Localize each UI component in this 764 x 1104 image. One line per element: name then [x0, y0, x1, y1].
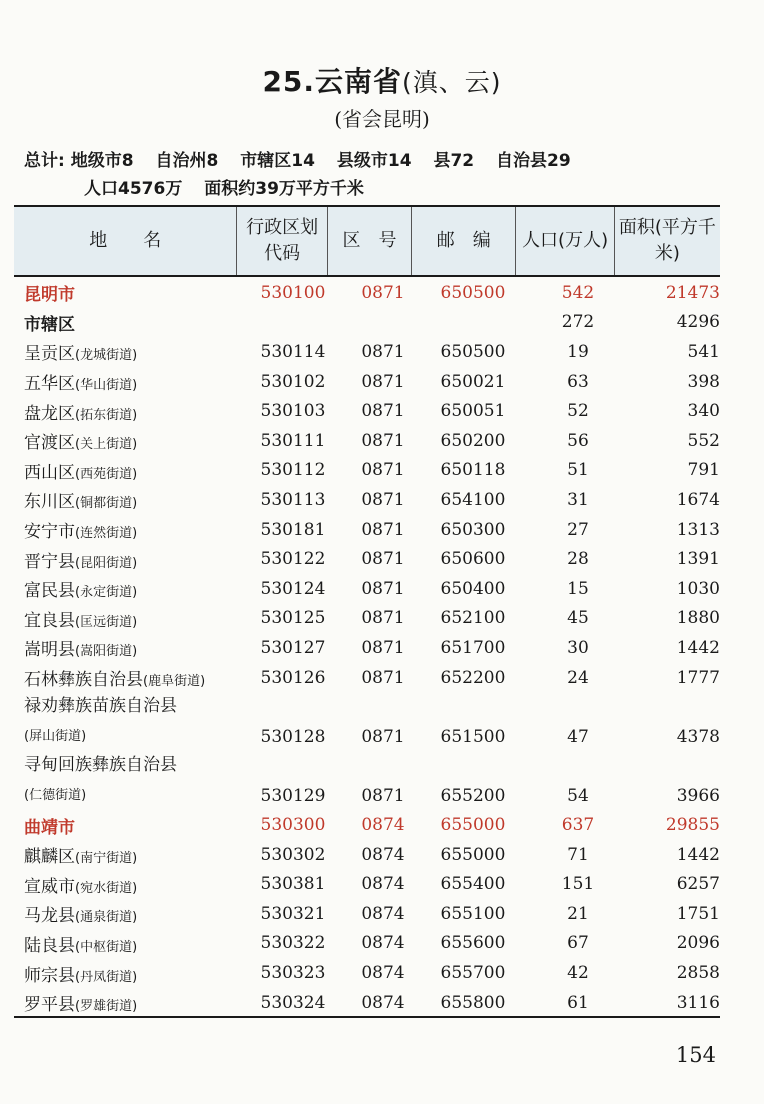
- row-name: [14, 339, 238, 364]
- table-row: [14, 367, 720, 397]
- row-area-code: 0874: [361, 933, 405, 954]
- row-area-code: 0871: [361, 637, 405, 658]
- row-name-sub: (关上街道): [75, 437, 138, 453]
- row-postcode: 654100: [440, 489, 506, 510]
- row-name-sub: (昆阳街道): [75, 555, 138, 571]
- row-name: [14, 665, 238, 690]
- row-name-sub: (南宁街道): [75, 851, 138, 867]
- row-code: 530125: [260, 608, 326, 629]
- row-code: 530112: [260, 460, 326, 481]
- row-postcode: 655200: [440, 786, 506, 807]
- row-population: 21: [567, 903, 589, 924]
- row-name-sub: (匡远街道): [75, 614, 138, 630]
- row-population: 71: [567, 844, 589, 865]
- table-row: [14, 870, 720, 900]
- row-area-size: 1313: [676, 519, 720, 540]
- table-row: [14, 574, 720, 604]
- row-population: 28: [567, 549, 589, 570]
- table-row: [14, 692, 720, 751]
- row-name-main: 市辖区: [24, 314, 75, 335]
- row-population: 30: [567, 637, 589, 658]
- table-row: [14, 604, 720, 634]
- row-postcode: 655600: [440, 933, 506, 954]
- table-row: [14, 988, 720, 1018]
- row-postcode: 651700: [440, 637, 506, 658]
- row-population: 19: [567, 341, 589, 362]
- row-code: 530100: [260, 282, 326, 303]
- row-code: 530102: [260, 371, 326, 392]
- row-code: 530103: [260, 401, 326, 422]
- row-area-code: 0871: [361, 489, 405, 510]
- row-area-size: 1442: [676, 637, 720, 658]
- summary-item: 自治州8: [155, 151, 219, 171]
- row-name: [14, 280, 238, 305]
- row-name: [14, 931, 238, 956]
- row-name-sub: (连然街道): [75, 526, 138, 542]
- row-name: [14, 399, 238, 424]
- row-population: 47: [567, 727, 589, 748]
- row-name: [14, 606, 238, 631]
- row-area-code: 0874: [361, 903, 405, 924]
- row-postcode: 650051: [440, 401, 506, 422]
- row-name-sub: (铜都街道): [75, 496, 138, 512]
- row-area-size: 1030: [676, 578, 720, 599]
- summary-item: 县72: [433, 151, 475, 171]
- row-code: 530113: [260, 489, 326, 510]
- row-population: 61: [567, 992, 589, 1013]
- row-area-code: 0871: [361, 667, 405, 688]
- row-postcode: 655000: [440, 815, 506, 836]
- row-name: [14, 813, 238, 838]
- row-name-main: 师宗县: [24, 965, 75, 986]
- header-name: 地 名: [14, 207, 237, 275]
- row-name-main: 官渡区: [24, 433, 75, 454]
- row-name: [14, 872, 238, 897]
- row-name: [14, 961, 238, 986]
- table-body: [14, 278, 720, 1017]
- row-area-size: 398: [687, 371, 720, 392]
- row-area-code: 0871: [361, 282, 405, 303]
- row-name-main: 安宁市: [24, 522, 75, 543]
- row-area-size: 2858: [676, 963, 720, 984]
- row-area-code: 0871: [361, 786, 405, 807]
- row-area-size: 1880: [676, 608, 720, 629]
- row-area-size: 1777: [676, 667, 720, 688]
- row-name-main: 晋宁县: [24, 551, 75, 572]
- summary-line-1: [24, 147, 587, 175]
- table-header: [14, 207, 720, 277]
- row-name-main: 禄劝彝族苗族自治县: [24, 696, 177, 717]
- row-name-sub: (屏山街道): [24, 729, 87, 745]
- row-postcode: 655700: [440, 963, 506, 984]
- row-area-size: 2096: [676, 933, 720, 954]
- row-area-size: 21473: [665, 282, 720, 303]
- row-area-code: 0874: [361, 815, 405, 836]
- row-postcode: 650400: [440, 578, 506, 599]
- row-code: 530124: [260, 578, 326, 599]
- row-code: 530381: [260, 874, 326, 895]
- row-name-main: 陆良县: [24, 935, 75, 956]
- row-name: [14, 750, 238, 810]
- row-area-code: 0871: [361, 549, 405, 570]
- header-area-size: 面积(平方千米): [618, 217, 716, 264]
- row-population: 151: [561, 874, 595, 895]
- row-name-sub: (丹凤街道): [75, 969, 138, 985]
- table-row: [14, 456, 720, 486]
- row-name: [14, 428, 238, 453]
- summary-item: 县级市14: [336, 151, 412, 171]
- row-name: [14, 635, 238, 660]
- row-name-main: 宣威市: [24, 876, 75, 897]
- row-population: 56: [567, 430, 589, 451]
- row-name-sub: (华山街道): [75, 378, 138, 394]
- table-row: [14, 663, 720, 693]
- row-population: 27: [567, 519, 589, 540]
- row-name-sub: (宛水街道): [75, 880, 138, 896]
- row-name: [14, 487, 238, 512]
- summary-item: 面积约39万平方千米: [204, 179, 364, 199]
- row-code: 530122: [260, 549, 326, 570]
- row-name: [14, 576, 238, 601]
- row-name: [14, 990, 238, 1015]
- row-area-size: 552: [687, 430, 720, 451]
- row-name-main: 呈贡区: [24, 344, 75, 365]
- row-area-code: 0871: [361, 727, 405, 748]
- row-population: 67: [567, 933, 589, 954]
- table-row: [14, 840, 720, 870]
- row-code: 530302: [260, 844, 326, 865]
- row-name-sub: (鹿阜街道): [143, 674, 206, 690]
- row-name-sub: (拓东街道): [75, 407, 138, 423]
- row-code: 530114: [260, 341, 326, 362]
- row-area-code: 0871: [361, 519, 405, 540]
- header-postcode: 邮 编: [412, 207, 516, 275]
- row-area-code: 0871: [361, 371, 405, 392]
- row-area-code: 0871: [361, 430, 405, 451]
- row-area-size: 29855: [665, 815, 720, 836]
- row-code: 530126: [260, 667, 326, 688]
- table-row: [14, 515, 720, 545]
- row-population: 15: [567, 578, 589, 599]
- row-area-code: 0871: [361, 460, 405, 481]
- header-population: 人口(万人): [516, 207, 614, 275]
- row-name-main: 东川区: [24, 492, 75, 513]
- summary-label: 总计:: [24, 151, 65, 171]
- row-code: 530300: [260, 815, 326, 836]
- row-area-code: 0874: [361, 844, 405, 865]
- row-area-size: 1751: [676, 903, 720, 924]
- row-postcode: 655800: [440, 992, 506, 1013]
- row-population: 51: [567, 460, 589, 481]
- row-area-size: 6257: [676, 874, 720, 895]
- row-name-main: 西山区: [24, 462, 75, 483]
- table-row: [14, 899, 720, 929]
- table-row: [14, 485, 720, 515]
- row-name-sub: (西苑街道): [75, 466, 138, 482]
- row-area-code: 0874: [361, 992, 405, 1013]
- row-area-size: 1442: [676, 844, 720, 865]
- row-name-main: 盘龙区: [24, 403, 75, 424]
- row-postcode: 650200: [440, 430, 506, 451]
- row-name: [14, 901, 238, 926]
- summary-item: 市辖区14: [240, 151, 315, 171]
- row-area-size: 541: [687, 341, 720, 362]
- row-postcode: 651500: [440, 727, 506, 748]
- row-code: 530324: [260, 992, 326, 1013]
- table-row: [14, 751, 720, 810]
- row-name-sub: (永定街道): [75, 585, 138, 601]
- row-name-sub: (仁德街道): [24, 788, 87, 804]
- row-area-size: 1674: [676, 489, 720, 510]
- row-postcode: 655000: [440, 844, 506, 865]
- row-name-sub: (龙城街道): [75, 348, 138, 364]
- row-name-main: 嵩明县: [24, 640, 75, 661]
- row-name-main: 曲靖市: [24, 817, 75, 838]
- summary-item: 地级市8: [70, 151, 134, 171]
- table-row: [14, 396, 720, 426]
- row-postcode: 650500: [440, 341, 506, 362]
- row-area-size: 3116: [676, 992, 720, 1013]
- row-area-size: 4296: [676, 312, 720, 333]
- row-postcode: 652100: [440, 608, 506, 629]
- row-population: 42: [567, 963, 589, 984]
- row-code: 530321: [260, 903, 326, 924]
- page-number: 154: [675, 1043, 716, 1067]
- row-name-main: 马龙县: [24, 906, 75, 927]
- summary-line-2: [24, 175, 587, 203]
- row-postcode: 650600: [440, 549, 506, 570]
- row-name-main: 罗平县: [24, 995, 75, 1016]
- row-population: 272: [561, 312, 595, 333]
- row-area-code: 0871: [361, 608, 405, 629]
- table-row: [14, 633, 720, 663]
- row-name-sub: (通泉街道): [75, 910, 138, 926]
- row-area-code: 0874: [361, 963, 405, 984]
- row-code: 530181: [260, 519, 326, 540]
- row-area-code: 0871: [361, 341, 405, 362]
- capital-subtitle: (省会昆明): [334, 107, 430, 131]
- row-area-code: 0871: [361, 401, 405, 422]
- row-area-size: 4378: [676, 727, 720, 748]
- row-name: [14, 310, 238, 335]
- row-name: [14, 517, 238, 542]
- row-name: [14, 547, 238, 572]
- row-name: [14, 369, 238, 394]
- summary-item: 人口4576万: [84, 179, 183, 199]
- row-postcode: 650021: [440, 371, 506, 392]
- row-population: 542: [561, 282, 595, 303]
- city-row: [14, 810, 720, 840]
- row-population: 637: [561, 815, 595, 836]
- row-area-code: 0871: [361, 578, 405, 599]
- row-name-main: 五华区: [24, 374, 75, 395]
- title-abbr: (滇、云): [402, 68, 502, 97]
- row-population: 31: [567, 489, 589, 510]
- city-row: [14, 278, 720, 308]
- row-area-size: 3966: [676, 786, 720, 807]
- row-code: 530111: [260, 430, 326, 451]
- row-postcode: 655100: [440, 903, 506, 924]
- row-code: 530323: [260, 963, 326, 984]
- row-name: [14, 458, 238, 483]
- row-code: 530322: [260, 933, 326, 954]
- row-population: 24: [567, 667, 589, 688]
- table-row: [14, 426, 720, 456]
- summary-block: [24, 147, 587, 203]
- page-title: [0, 60, 764, 100]
- row-area-size: 791: [687, 460, 720, 481]
- row-name-sub: (中枢街道): [75, 939, 138, 955]
- row-population: 52: [567, 401, 589, 422]
- row-name: [14, 691, 238, 751]
- row-name-main: 富民县: [24, 581, 75, 602]
- row-postcode: 655400: [440, 874, 506, 895]
- table-row: [14, 337, 720, 367]
- table-row: [14, 958, 720, 988]
- row-area-code: 0874: [361, 874, 405, 895]
- row-name-main: 寻甸回族彝族自治县: [24, 755, 177, 776]
- row-postcode: 650500: [440, 282, 506, 303]
- row-area-size: 340: [687, 401, 720, 422]
- row-code: 530127: [260, 637, 326, 658]
- table-row: [14, 929, 720, 959]
- row-postcode: 650300: [440, 519, 506, 540]
- header-area-code: 区 号: [328, 207, 412, 275]
- summary-item: 自治县29: [496, 151, 571, 171]
- row-area-size: 1391: [676, 549, 720, 570]
- row-population: 63: [567, 371, 589, 392]
- row-name: [14, 842, 238, 867]
- row-name-sub: (嵩阳街道): [75, 644, 138, 660]
- row-code: 530129: [260, 786, 326, 807]
- row-name-main: 麒麟区: [24, 847, 75, 868]
- table-row: [14, 308, 720, 338]
- table-bottom-rule: [14, 1016, 720, 1018]
- row-population: 45: [567, 608, 589, 629]
- row-code: 530128: [260, 727, 326, 748]
- header-code: 行政区划代码: [237, 207, 327, 275]
- row-postcode: 652200: [440, 667, 506, 688]
- row-population: 54: [567, 786, 589, 807]
- row-name-main: 石林彝族自治县: [24, 670, 143, 691]
- table-row: [14, 544, 720, 574]
- row-name-main: 昆明市: [24, 285, 75, 306]
- title-main: 25.云南省: [262, 65, 403, 98]
- row-name-main: 宜良县: [24, 610, 75, 631]
- row-name-sub: (罗雄街道): [75, 999, 138, 1015]
- row-postcode: 650118: [440, 460, 506, 481]
